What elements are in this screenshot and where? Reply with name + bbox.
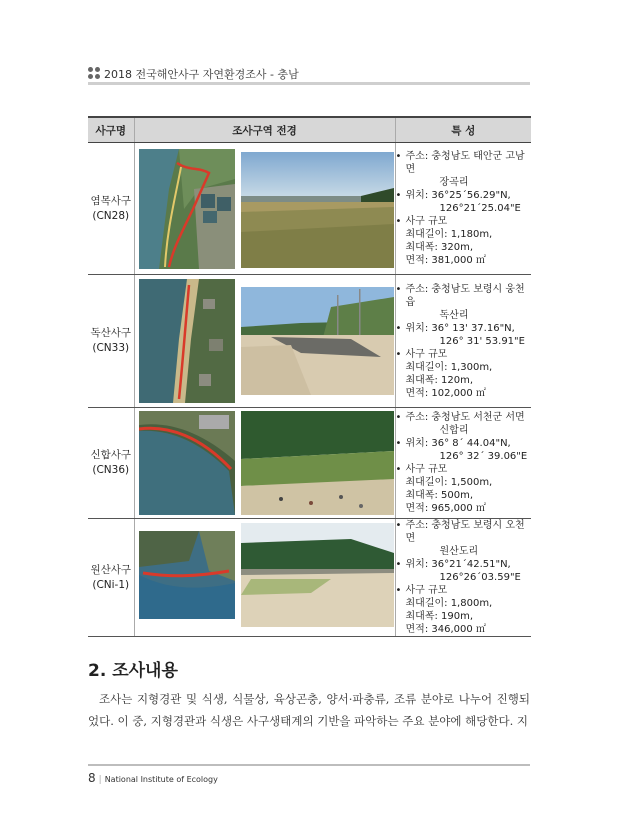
- section-title: 2. 조사내용: [88, 661, 178, 681]
- column-header-name: 사구명: [88, 117, 134, 143]
- running-header: [88, 64, 530, 84]
- dune-name-cell: [88, 143, 134, 275]
- dune-code: (CN36): [92, 464, 130, 476]
- features-cell: [395, 143, 531, 275]
- aerial-photo: [139, 531, 235, 619]
- dune-name: 염목사구: [90, 194, 132, 207]
- scale-item: • 사구 규모 최대길이: 1,800m, 최대폭: 190m, 면적: 346,000 ㎡: [396, 584, 532, 636]
- aerial-photo: [139, 411, 235, 515]
- landscape-photo: [241, 411, 394, 515]
- page-footer: 8 | National Institute of Ecology: [88, 771, 218, 785]
- dune-name: 신합사구: [90, 449, 132, 461]
- footer-organization: National Institute of Ecology: [104, 775, 218, 784]
- features-cell: [395, 275, 531, 408]
- dune-code: (CN28): [92, 209, 130, 222]
- table-row: [88, 143, 531, 275]
- address-item: • 주소: 충청남도 서천군 서면 신합리: [396, 411, 532, 437]
- table-row: [88, 519, 531, 637]
- address-item: • 주소: 충청남도 보령시 웅천읍 독산리: [396, 283, 532, 322]
- dune-code: (CN33): [92, 342, 130, 354]
- survey-photos: [134, 143, 395, 275]
- features-cell: [395, 408, 531, 519]
- location-item: • 위치: 36° 13' 37.16"N, 126° 31' 53.91"E: [396, 322, 532, 348]
- dune-name: 독산사구: [90, 327, 132, 339]
- scale-item: • 사구 규모 최대길이: 1,300m, 최대폭: 120m, 면적: 102,000 ㎡: [396, 348, 532, 400]
- location-item: • 위치: 36°21´42.51"N, 126°26´03.59"E: [396, 558, 532, 584]
- aerial-photo: [139, 279, 235, 403]
- location-item: • 위치: 36° 8´ 44.04"N, 126° 32´ 39.06"E: [396, 437, 532, 463]
- header-title: 2018 전국해안사구 자연환경조사 - 충남: [104, 68, 299, 81]
- landscape-photo: [241, 152, 394, 268]
- survey-photos: [134, 275, 395, 408]
- dune-survey-table: [88, 116, 531, 637]
- dune-name: 원산사구: [90, 563, 132, 576]
- location-item: • 위치: 36°25´56.29"N, 126°21´25.04"E: [396, 189, 532, 215]
- header-rule: [88, 82, 530, 85]
- survey-photos: [134, 519, 395, 637]
- scale-item: • 사구 규모 최대길이: 1,500m, 최대폭: 500m, 면적: 965,000 ㎡: [396, 463, 532, 515]
- dune-name-cell: [88, 408, 134, 519]
- dune-name-cell: [88, 275, 134, 408]
- dune-name-cell: [88, 519, 134, 637]
- column-header-features: 특 성: [395, 117, 531, 143]
- column-header-view: 조사구역 전경: [134, 117, 395, 143]
- landscape-photo: [241, 287, 394, 395]
- landscape-photo: [241, 523, 394, 627]
- page-number: 8: [88, 771, 96, 785]
- table-row: [88, 275, 531, 408]
- footer-rule: [88, 764, 530, 766]
- address-item: • 주소: 충청남도 태안군 고남면 장곡리: [396, 150, 532, 189]
- header-dots-icon: [88, 67, 100, 79]
- table-row: [88, 408, 531, 519]
- address-item: • 주소: 충청남도 보령시 오천면 원산도리: [396, 519, 532, 558]
- dune-code: (CNi-1): [92, 578, 130, 591]
- survey-photos: [134, 408, 395, 519]
- body-paragraph: 조사는 지형경관 및 식생, 식물상, 육상곤충, 양서·파충류, 조류 분야로 나누어 진행되었다. 이 중, 지형경관과 식생은 사구생태계의 기반을 파악하는 주요 분야에 해당한다. 지: [88, 692, 530, 728]
- scale-item: • 사구 규모 최대길이: 1,180m, 최대폭: 320m, 면적: 381,000 ㎡: [396, 215, 532, 267]
- aerial-photo: [139, 149, 235, 269]
- features-cell: [395, 519, 531, 637]
